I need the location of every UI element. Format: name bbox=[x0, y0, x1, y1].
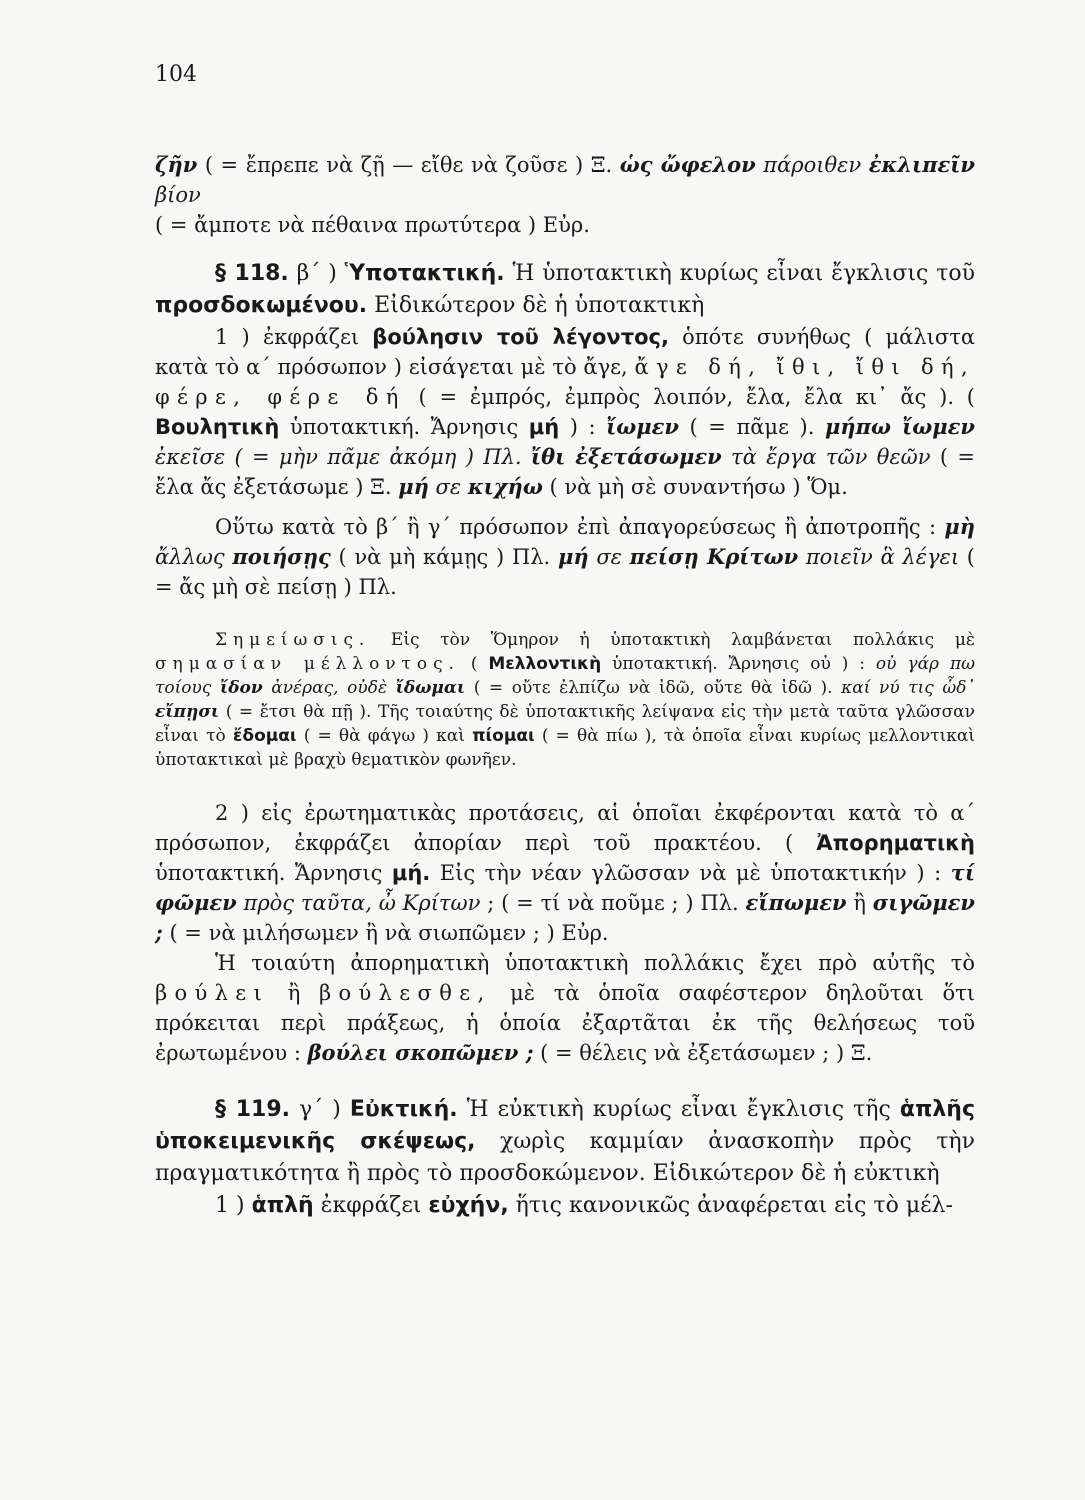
section-119-item-1: 1 ) ἁπλῆ ἐκφράζει εὐχήν, ἥτις κανονικῶς ἀναφέρεται εἰς τὸ μέλ- bbox=[215, 1193, 953, 1218]
section-118-note: Σημείωσις. Εἰς τὸν Ὅμηρον ἡ ὑποτακτικὴ λαμβάνεται πολλάκις μὲ σημασίαν μέλλοντος. ( Μελλοντικὴ ὑποτακτική. Ἄρνησις οὐ ) : οὐ γάρ πω τοίους ἴδον ἀνέρας, οὐδὲ ἴδωμαι ( = οὔτε ἐλπίζω νὰ ἰδῶ, οὔτε θὰ ἰδῶ ). καί νύ τις ὧδ᾽ εἴπῃσι ( = ἔτσι θὰ πῇ ). Τῆς τοιαύτης δὲ ὑποτακτικῆς λείψανα εἰς τὴν μετὰ ταῦτα γλῶσσαν εἶναι τὸ ἔδομαι ( = θὰ φάγω ) καὶ πίομαι ( = θὰ πίω ), τὰ ὁποῖα εἶναι κυρίως μελλοντικαὶ ὑποτακτικαὶ μὲ βραχὺ θεματικὸν φωνῆεν. bbox=[155, 630, 976, 770]
page-number: 104 bbox=[155, 62, 197, 87]
section-119-heading: § 119. γ΄ ) Εὐκτική. Ἡ εὐκτικὴ κυρίως εἶναι ἔγκλισις τῆς ἁπλῆς ὑποκειμενικῆς σκέψεως, χωρὶς καμμίαν ἀνασκοπὴν πρὸς τὴν πραγματικότητα ἢ πρὸς τὸ προσδοκώμενον. Εἰδικώτερον δὲ ἡ εὐκτικὴ bbox=[155, 1097, 975, 1186]
section-118-heading: § 118. β΄ ) Ὑποτακτική. Ἡ ὑποτακτικὴ κυρίως εἶναι ἔγκλισις τοῦ προσδοκωμένου. Εἰδικώτερον δὲ ἡ ὑποτακτικὴ bbox=[155, 261, 975, 318]
paragraph-example-wish: ζῆν ( = ἔπρεπε νὰ ζῇ — εἴθε νὰ ζοῦσε ) Ξ. ὡς ὤφελον πάροιθεν ἐκλιπεῖν βίον ( = ἄμποτε νὰ πέθαινα πρωτύτερα ) Εὐρ. bbox=[155, 152, 975, 237]
section-118-aporetic: Ἡ τοιαύτη ἀπορηματικὴ ὑποτακτικὴ πολλάκις ἔχει πρὸ αὐτῆς τὸ βούλει ἢ βούλεσθε, μὲ τὰ ὁποῖα σαφέστερον δηλοῦται ὅτι πρόκειται περὶ πράξεως, ἡ ὁποία ἐξαρτᾶται ἐκ τῆς θελήσεως τοῦ ἐρωτωμένου : βούλει σκοπῶμεν ; ( = θέλεις νὰ ἐξετάσωμεν ; ) Ξ. bbox=[155, 951, 975, 1065]
section-118-prohibition: Οὕτω κατὰ τὸ β΄ ἢ γ΄ πρόσωπον ἐπὶ ἀπαγορεύσεως ἢ ἀποτροπῆς : μὴ ἄλλως ποιήσῃς ( νὰ μὴ κάμῃς ) Πλ. μή σε πείσῃ Κρίτων ποιεῖν ἃ λέγει ( = ἄς μὴ σὲ πείσῃ ) Πλ. bbox=[155, 514, 975, 599]
section-118-item-1: 1 ) ἐκφράζει βούλησιν τοῦ λέγοντος, ὁπότε συνήθως ( μάλιστα κατὰ τὸ α΄ πρόσωπον ) εἰσάγεται μὲ τὸ ἄγε, ἄγε δή, ἴθι, ἴθι δή, φέρε, φέρε δή ( = ἐμπρός, ἐμπρὸς λοιπόν, ἔλα, ἔλα κι᾽ ἄς ). ( Βουλητικὴ ὑποτακτική. Ἄρνησις μή ) : ἴωμεν ( = πᾶμε ). μήπω ἴωμεν ἐκεῖσε ( = μὴν πᾶμε ἀκόμη ) Πλ. ἴθι ἐξετάσωμεν τὰ ἔργα τῶν θεῶν ( = ἔλα ἄς ἐξετάσωμε ) Ξ. μή σε κιχήω ( νὰ μὴ σὲ συναντήσω ) Ὅμ. bbox=[155, 325, 976, 499]
section-118-item-2: 2 ) εἰς ἐρωτηματικὰς προτάσεις, αἱ ὁποῖαι ἐκφέρονται κατὰ τὸ α΄ πρόσωπον, ἐκφράζει ἀπορίαν περὶ τοῦ πρακτέου. ( Ἀπορηματικὴ ὑποτακτική. Ἄρνησις μή. Εἰς τὴν νέαν γλῶσσαν νὰ μὲ ὑποτακτικήν ) : τί φῶμεν πρὸς ταῦτα, ὦ Κρίτων ; ( = τί νὰ ποῦμε ; ) Πλ. εἴπωμεν ἢ σιγῶμεν ; ( = νὰ μιλήσωμεν ἢ νὰ σιωπῶμεν ; ) Εὐρ. bbox=[155, 801, 975, 945]
page-body bbox=[155, 150, 975, 1222]
